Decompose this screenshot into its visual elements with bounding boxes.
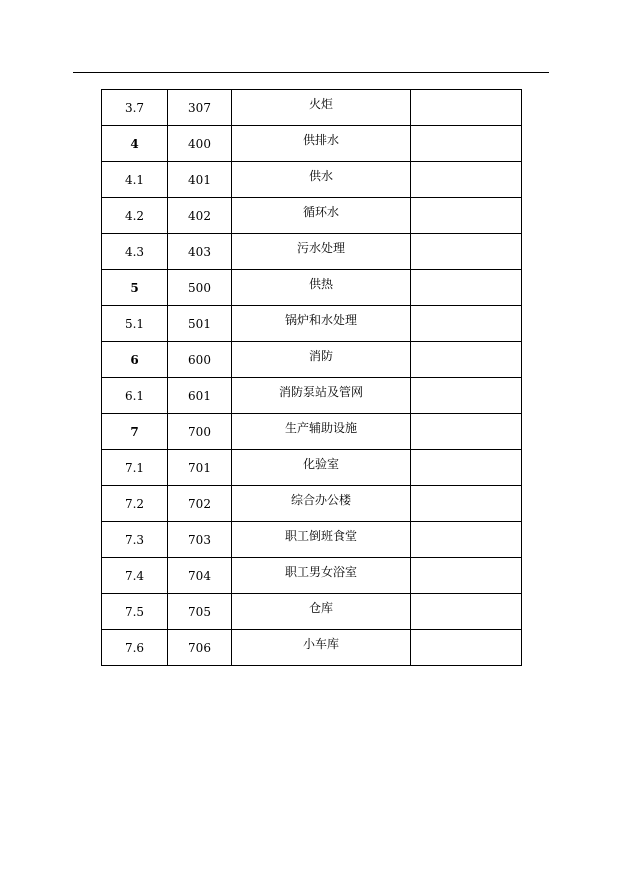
code-cell: 700 — [168, 414, 232, 450]
facility-name: 小车库 — [302, 636, 339, 651]
facility-name: 生产辅助设施 — [284, 420, 357, 435]
note-cell — [411, 486, 522, 522]
code-cell: 400 — [168, 126, 232, 162]
note-cell — [411, 342, 522, 378]
code-cell: 702 — [168, 486, 232, 522]
item-number-cell: 6 — [102, 342, 168, 378]
note-cell — [411, 558, 522, 594]
facility-code-table — [101, 89, 522, 666]
note-cell — [411, 162, 522, 198]
facility-name-cell — [232, 270, 411, 306]
facility-name: 污水处理 — [296, 240, 345, 255]
note-cell — [411, 594, 522, 630]
note-cell — [411, 450, 522, 486]
table-row — [102, 522, 522, 558]
facility-name-cell — [232, 522, 411, 558]
facility-name: 循环水 — [302, 204, 339, 219]
facility-name: 消防泵站及管网 — [278, 384, 363, 399]
item-number-cell: 4.2 — [102, 198, 168, 234]
table-row — [102, 450, 522, 486]
code-cell: 600 — [168, 342, 232, 378]
code-cell: 501 — [168, 306, 232, 342]
facility-name-cell — [232, 90, 411, 126]
facility-name: 职工男女浴室 — [284, 564, 357, 579]
facility-name: 供水 — [308, 168, 333, 183]
note-cell — [411, 90, 522, 126]
item-number-cell: 7.4 — [102, 558, 168, 594]
facility-name-cell — [232, 594, 411, 630]
facility-name-cell — [232, 378, 411, 414]
item-number-cell: 7.6 — [102, 630, 168, 666]
facility-name-cell — [232, 198, 411, 234]
facility-name: 锅炉和水处理 — [284, 312, 357, 327]
code-cell: 403 — [168, 234, 232, 270]
table-row — [102, 162, 522, 198]
table-row — [102, 486, 522, 522]
table-row — [102, 414, 522, 450]
note-cell — [411, 414, 522, 450]
code-cell: 601 — [168, 378, 232, 414]
item-number-cell: 4.3 — [102, 234, 168, 270]
table-row — [102, 378, 522, 414]
header-rule — [73, 72, 549, 73]
item-number-cell: 6.1 — [102, 378, 168, 414]
facility-name: 职工倒班食堂 — [284, 528, 357, 543]
facility-name: 综合办公楼 — [290, 492, 351, 507]
item-number-cell: 5.1 — [102, 306, 168, 342]
facility-name-cell — [232, 234, 411, 270]
facility-name: 供热 — [308, 276, 333, 291]
item-number-cell: 3.7 — [102, 90, 168, 126]
table-row — [102, 558, 522, 594]
table-row — [102, 342, 522, 378]
code-cell: 703 — [168, 522, 232, 558]
code-cell: 402 — [168, 198, 232, 234]
item-number-cell: 4.1 — [102, 162, 168, 198]
table-row — [102, 126, 522, 162]
table-row — [102, 594, 522, 630]
facility-name-cell — [232, 414, 411, 450]
table-row — [102, 90, 522, 126]
facility-name-cell — [232, 450, 411, 486]
facility-name-cell — [232, 306, 411, 342]
item-number-cell: 7 — [102, 414, 168, 450]
note-cell — [411, 306, 522, 342]
item-number-cell: 7.2 — [102, 486, 168, 522]
item-number-cell: 7.5 — [102, 594, 168, 630]
table-row — [102, 234, 522, 270]
note-cell — [411, 522, 522, 558]
code-cell: 701 — [168, 450, 232, 486]
facility-name-cell — [232, 630, 411, 666]
table-row — [102, 306, 522, 342]
table-row — [102, 198, 522, 234]
note-cell — [411, 630, 522, 666]
facility-name-cell — [232, 486, 411, 522]
item-number-cell: 4 — [102, 126, 168, 162]
facility-name-cell — [232, 342, 411, 378]
item-number-cell: 7.1 — [102, 450, 168, 486]
note-cell — [411, 198, 522, 234]
code-cell: 704 — [168, 558, 232, 594]
facility-name-cell — [232, 162, 411, 198]
note-cell — [411, 378, 522, 414]
code-cell: 307 — [168, 90, 232, 126]
table-row — [102, 630, 522, 666]
item-number-cell: 7.3 — [102, 522, 168, 558]
note-cell — [411, 234, 522, 270]
facility-name-cell — [232, 558, 411, 594]
note-cell — [411, 270, 522, 306]
facility-name: 消防 — [308, 348, 333, 363]
facility-name-cell — [232, 126, 411, 162]
note-cell — [411, 126, 522, 162]
table-row — [102, 270, 522, 306]
facility-name: 供排水 — [302, 132, 339, 147]
code-cell: 500 — [168, 270, 232, 306]
code-cell: 705 — [168, 594, 232, 630]
code-cell: 401 — [168, 162, 232, 198]
table-body — [102, 90, 522, 666]
facility-name: 化验室 — [302, 456, 339, 471]
facility-name: 仓库 — [308, 600, 333, 615]
code-cell: 706 — [168, 630, 232, 666]
item-number-cell: 5 — [102, 270, 168, 306]
facility-name: 火炬 — [308, 96, 333, 111]
